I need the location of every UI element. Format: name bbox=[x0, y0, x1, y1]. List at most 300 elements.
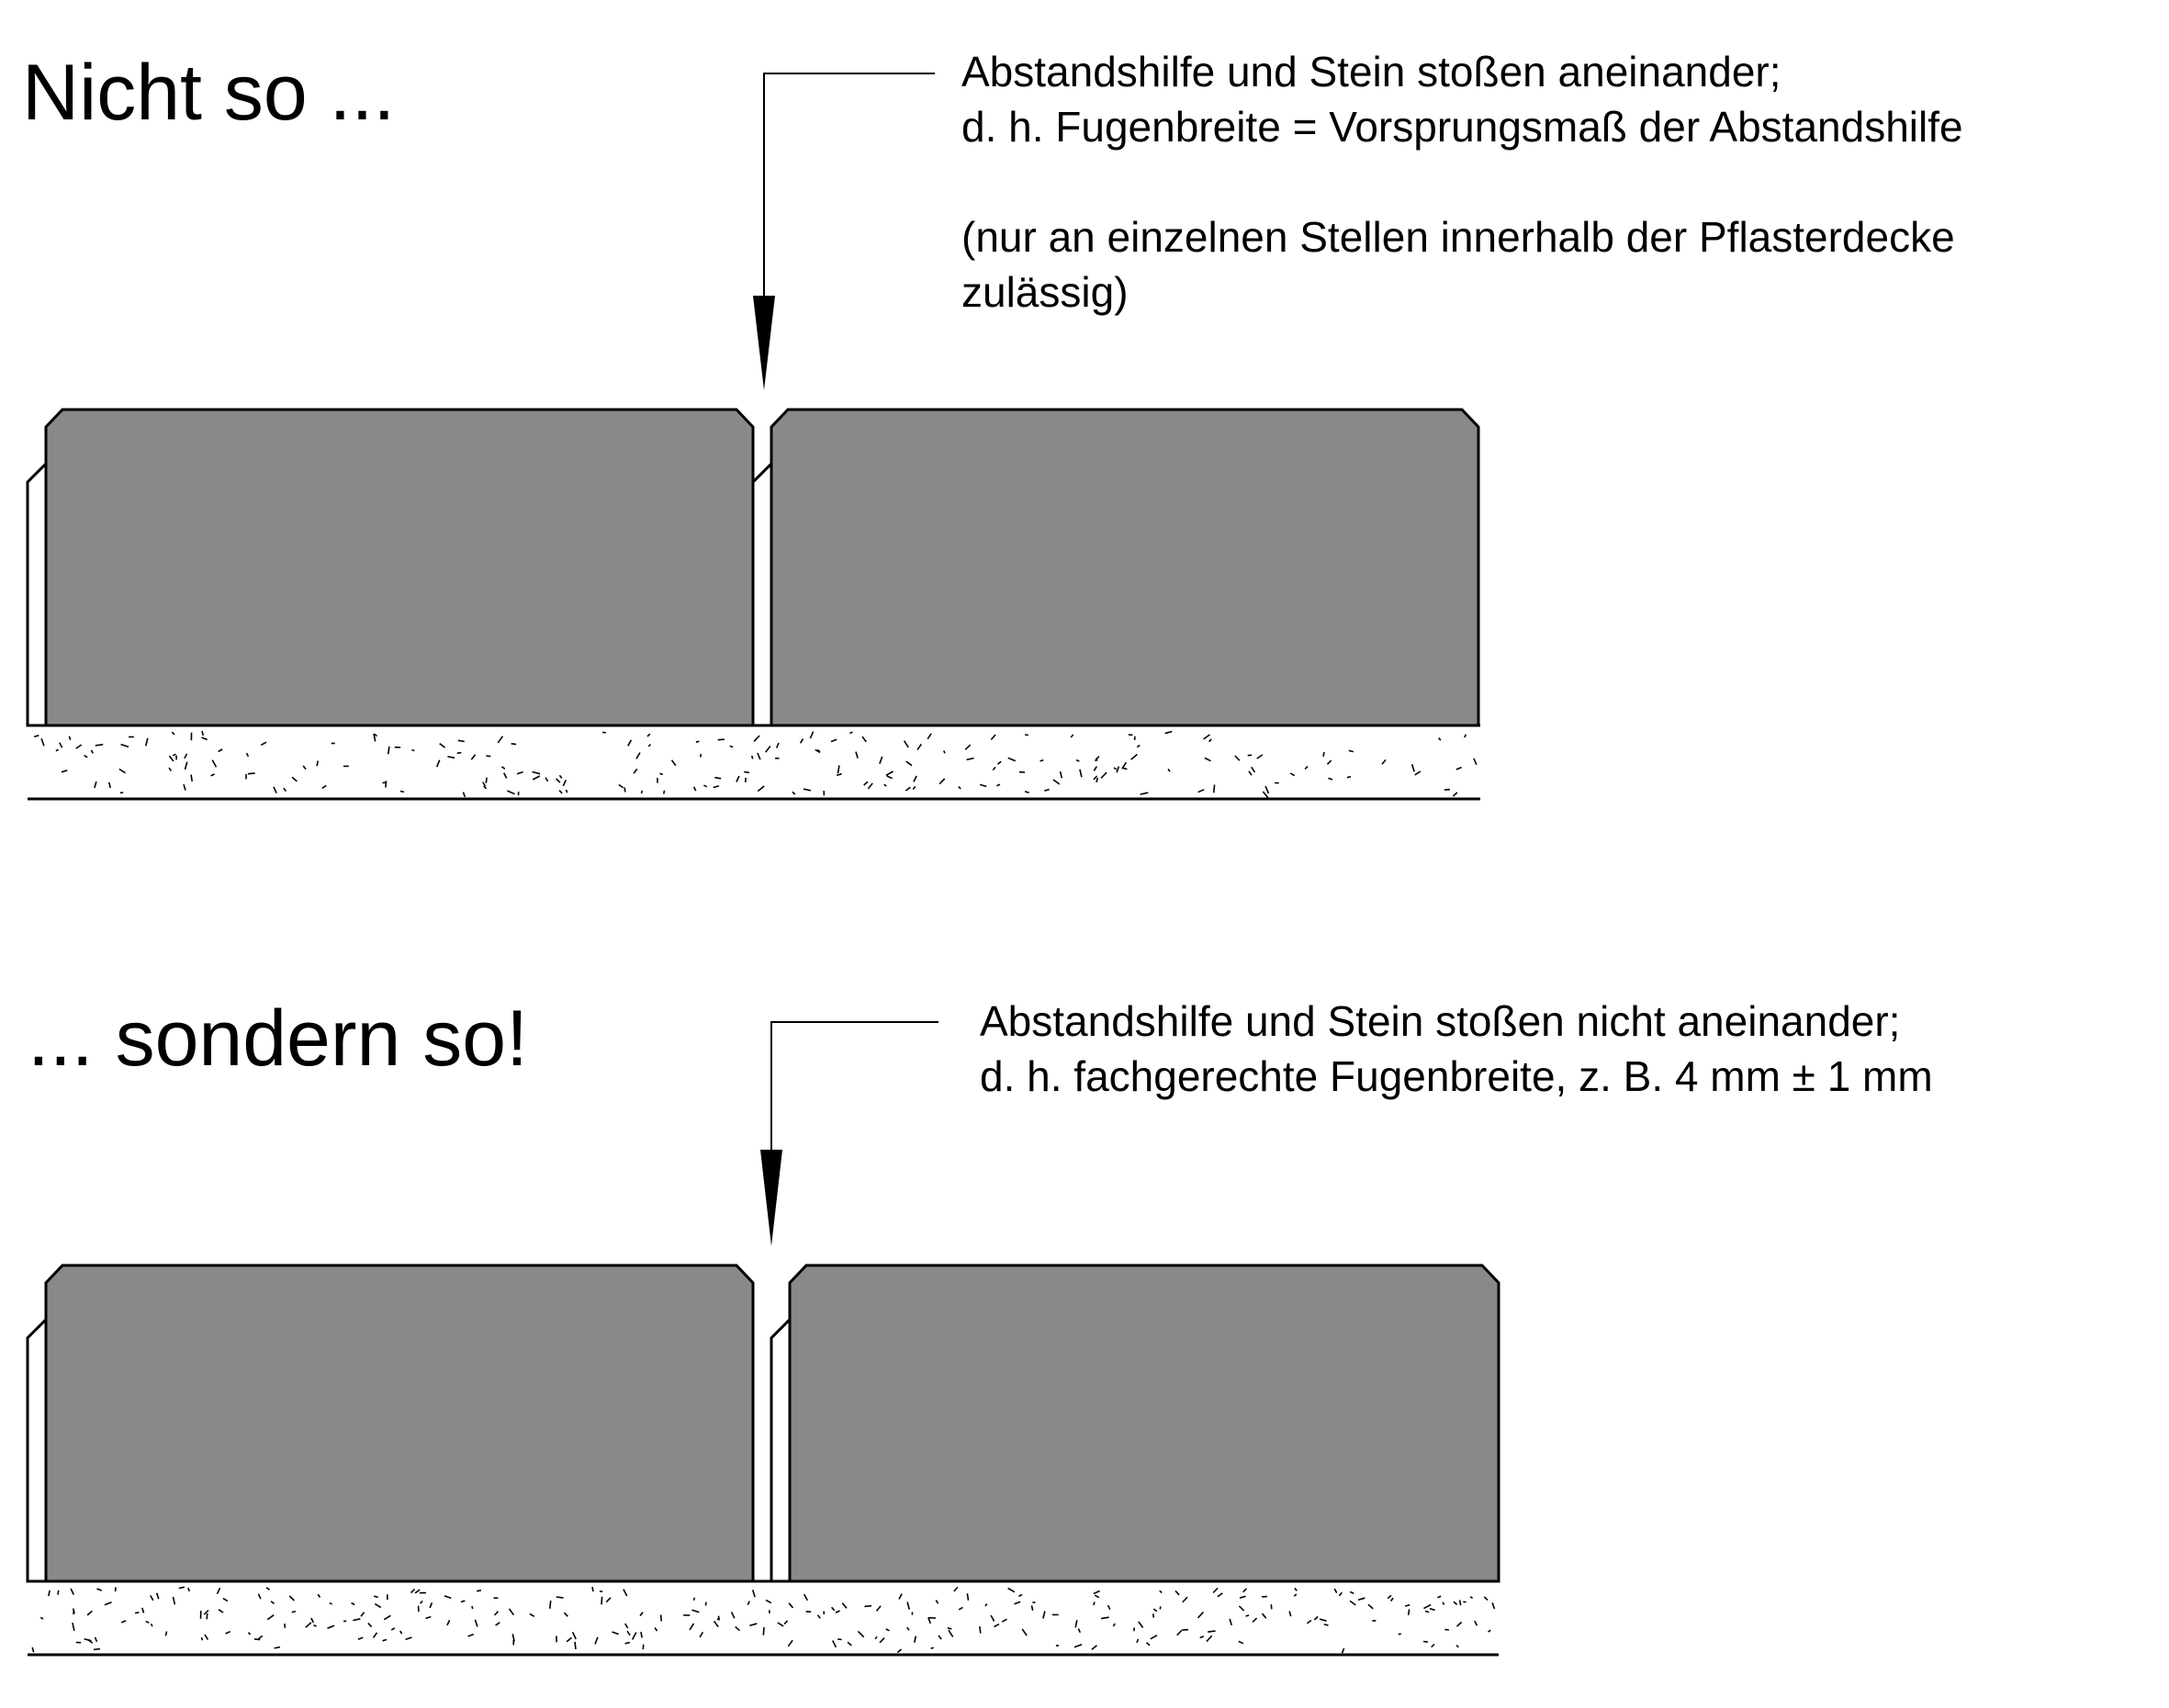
sand-grain bbox=[266, 1588, 270, 1590]
sand-grain bbox=[641, 1632, 642, 1637]
bottom-left-stone-spacer bbox=[28, 1320, 46, 1581]
sand-grain bbox=[440, 744, 445, 747]
sand-grain bbox=[463, 792, 465, 797]
sand-grain bbox=[1382, 759, 1386, 764]
sand-grain bbox=[179, 1587, 185, 1588]
sand-grain bbox=[936, 1601, 938, 1604]
sand-grain bbox=[732, 1612, 735, 1619]
sand-grain bbox=[1153, 1609, 1157, 1612]
sand-grain bbox=[915, 1636, 916, 1643]
sand-grain bbox=[1061, 771, 1062, 778]
sand-grain bbox=[612, 1632, 619, 1635]
sand-grain bbox=[1094, 776, 1097, 780]
sand-grain bbox=[784, 1621, 787, 1624]
sand-grain bbox=[121, 1621, 126, 1623]
sand-grain bbox=[374, 1596, 378, 1597]
sand-grain bbox=[1492, 1602, 1494, 1609]
sand-grain bbox=[388, 747, 389, 754]
sand-grain bbox=[856, 752, 858, 758]
sand-grain bbox=[949, 1630, 953, 1636]
sand-grain bbox=[352, 1603, 355, 1605]
sand-grain bbox=[877, 1606, 882, 1612]
sand-grain bbox=[504, 773, 507, 779]
sand-grain bbox=[887, 776, 893, 779]
sand-grain bbox=[185, 762, 187, 770]
sand-grain bbox=[289, 1596, 294, 1601]
sand-grain bbox=[1235, 756, 1240, 760]
sand-grain bbox=[1101, 1617, 1109, 1618]
sand-grain bbox=[384, 1615, 390, 1619]
sand-grain bbox=[939, 779, 945, 784]
sand-grain bbox=[1456, 1623, 1461, 1627]
sand-grain bbox=[421, 1601, 422, 1603]
sand-grain bbox=[267, 1615, 274, 1620]
sand-grain bbox=[693, 1598, 694, 1601]
sand-grain bbox=[1460, 1600, 1461, 1605]
sand-grain bbox=[447, 757, 455, 758]
sand-grain bbox=[832, 1607, 835, 1611]
sand-grain bbox=[1349, 750, 1354, 751]
sand-grain bbox=[868, 783, 872, 789]
sand-grain bbox=[965, 745, 971, 749]
sand-grain bbox=[1198, 1612, 1204, 1618]
sand-grain bbox=[563, 780, 566, 786]
sand-grain bbox=[40, 1617, 43, 1619]
sand-grain bbox=[1177, 1630, 1182, 1635]
sand-grain bbox=[314, 1625, 317, 1626]
sand-grain bbox=[664, 791, 665, 794]
sand-grain bbox=[1094, 767, 1096, 771]
sand-grain bbox=[703, 785, 706, 787]
sand-grain bbox=[274, 787, 276, 793]
sand-grain bbox=[1320, 1619, 1327, 1621]
sand-grain bbox=[1022, 1629, 1027, 1635]
bottom-right-stone bbox=[790, 1265, 1499, 1581]
sand-grain bbox=[628, 740, 632, 747]
sand-grain bbox=[907, 1627, 909, 1630]
sand-grain bbox=[642, 791, 643, 793]
sand-grain bbox=[837, 1639, 841, 1640]
sand-grain bbox=[1040, 760, 1044, 761]
sand-grain bbox=[545, 778, 547, 781]
sand-grain bbox=[944, 750, 945, 753]
sand-grain bbox=[714, 786, 719, 788]
sand-grain bbox=[804, 789, 811, 791]
sand-grain bbox=[1108, 1605, 1110, 1610]
sand-grain bbox=[842, 1603, 847, 1609]
sand-grain bbox=[1123, 769, 1127, 770]
sand-grain bbox=[530, 1614, 534, 1617]
sand-grain bbox=[96, 745, 103, 746]
sand-grain bbox=[1165, 732, 1173, 734]
top-arrowhead bbox=[753, 296, 775, 390]
sand-grain bbox=[980, 1626, 981, 1633]
sand-grain bbox=[1147, 1643, 1151, 1646]
sand-grain bbox=[758, 786, 764, 792]
sand-grain bbox=[1249, 771, 1252, 775]
sand-grain bbox=[1295, 1589, 1298, 1591]
sand-grain bbox=[1438, 1596, 1442, 1598]
callout-line: Abstandshilfe und Stein stoßen aneinander; bbox=[961, 48, 1781, 96]
sand-grain bbox=[322, 786, 327, 789]
sand-grain bbox=[564, 1612, 568, 1616]
sand-grain bbox=[996, 784, 1000, 785]
sand-grain bbox=[477, 1590, 481, 1591]
sand-grain bbox=[41, 738, 44, 746]
sand-grain bbox=[1131, 755, 1138, 760]
sand-grain bbox=[810, 732, 813, 738]
sand-grain bbox=[303, 766, 306, 770]
sand-grain bbox=[691, 1610, 699, 1612]
sand-grain bbox=[509, 1609, 513, 1615]
sand-grain bbox=[818, 1615, 821, 1618]
sand-grain bbox=[495, 1612, 499, 1615]
sand-grain bbox=[1240, 1596, 1246, 1598]
sand-grain bbox=[1334, 1589, 1337, 1592]
sand-grain bbox=[837, 766, 839, 774]
sand-grain bbox=[76, 745, 82, 748]
sand-grain bbox=[1137, 746, 1140, 747]
sand-grain bbox=[1246, 1615, 1250, 1616]
sand-grain bbox=[1096, 778, 1097, 782]
sand-grain bbox=[636, 753, 640, 759]
sand-grain bbox=[967, 758, 974, 760]
sand-grain bbox=[1044, 790, 1049, 792]
sand-grain bbox=[749, 1624, 757, 1625]
sand-grain bbox=[758, 753, 760, 759]
sand-grain bbox=[1439, 738, 1441, 741]
sand-grain bbox=[146, 738, 148, 747]
sand-grain bbox=[1423, 1605, 1431, 1609]
sand-grain bbox=[468, 1635, 474, 1636]
sand-grain bbox=[188, 1588, 190, 1591]
sand-grain bbox=[1475, 1621, 1478, 1625]
sand-grain bbox=[96, 1637, 97, 1642]
sand-grain bbox=[1018, 1595, 1022, 1597]
sand-grain bbox=[985, 1604, 987, 1607]
sand-grain bbox=[202, 731, 203, 736]
sand-grain bbox=[151, 1596, 153, 1601]
sand-grain bbox=[386, 781, 387, 787]
sand-grain bbox=[884, 784, 887, 786]
sand-grain bbox=[483, 782, 486, 787]
sand-grain bbox=[58, 1590, 59, 1595]
sand-grain bbox=[1415, 771, 1421, 775]
sand-grain bbox=[778, 1623, 783, 1626]
sand-grain bbox=[284, 788, 287, 792]
sand-grain bbox=[1314, 1617, 1318, 1621]
sand-grain bbox=[426, 1617, 432, 1619]
top-left-stone bbox=[46, 410, 753, 725]
sand-grain bbox=[1388, 1595, 1391, 1598]
correct-example-heading: ... sondern so! bbox=[28, 994, 528, 1083]
sand-grain bbox=[789, 1603, 792, 1608]
callout-line: Abstandshilfe und Stein stoßen nicht aneinander; bbox=[980, 997, 1901, 1045]
sand-grain bbox=[804, 1594, 808, 1601]
sand-grain bbox=[747, 1601, 749, 1605]
sand-grain bbox=[556, 1597, 564, 1598]
sand-grain bbox=[1243, 1589, 1247, 1592]
sand-grain bbox=[754, 736, 759, 741]
sand-grain bbox=[1432, 1645, 1434, 1647]
sand-grain bbox=[634, 769, 637, 773]
top-right-stone-spacer bbox=[753, 464, 771, 725]
sand-grain bbox=[507, 791, 514, 794]
sand-grain bbox=[219, 749, 223, 752]
sand-grain bbox=[406, 1637, 412, 1639]
sand-grain bbox=[659, 773, 663, 774]
sand-grain bbox=[836, 1611, 840, 1612]
sand-grain bbox=[997, 761, 1001, 764]
top-bedding-layer bbox=[28, 725, 1480, 799]
sand-grain bbox=[1076, 760, 1079, 761]
sand-grain bbox=[1368, 1604, 1373, 1609]
sand-grain bbox=[1465, 735, 1467, 737]
sand-grain bbox=[1347, 777, 1351, 778]
sand-grain bbox=[191, 775, 192, 781]
sand-grain bbox=[261, 742, 266, 745]
bottom-left-stone bbox=[46, 1265, 753, 1581]
sand-grain bbox=[906, 761, 912, 766]
sand-grain bbox=[1474, 758, 1477, 765]
sand-grain bbox=[1160, 1606, 1161, 1609]
sand-grain bbox=[49, 1590, 50, 1596]
sand-grain bbox=[249, 1633, 251, 1635]
sand-grain bbox=[928, 1618, 930, 1624]
sand-grain bbox=[573, 1632, 577, 1639]
sand-grain bbox=[736, 1627, 740, 1631]
sand-grain bbox=[788, 1640, 792, 1646]
sand-grain bbox=[1078, 1629, 1080, 1633]
sand-grain bbox=[602, 732, 606, 733]
sand-grain bbox=[1409, 1610, 1410, 1615]
sand-grain bbox=[285, 1624, 286, 1628]
sand-grain bbox=[146, 1622, 150, 1624]
sand-grain bbox=[119, 770, 126, 773]
sand-grain bbox=[1456, 1646, 1458, 1647]
sand-grain bbox=[606, 1598, 611, 1602]
sand-grain bbox=[169, 756, 173, 761]
sand-grain bbox=[105, 1602, 112, 1605]
sand-grain bbox=[247, 753, 249, 757]
sand-grain bbox=[640, 1612, 643, 1616]
sand-grain bbox=[1290, 773, 1294, 776]
sand-grain bbox=[559, 775, 561, 778]
sand-grain bbox=[174, 1597, 175, 1604]
sand-grain bbox=[559, 791, 562, 793]
sand-grain bbox=[1025, 735, 1028, 736]
sand-grain bbox=[165, 1632, 166, 1636]
sand-grain bbox=[533, 772, 541, 774]
sand-grain bbox=[967, 1593, 968, 1601]
sand-grain bbox=[1075, 1620, 1077, 1627]
sand-grain bbox=[1343, 1648, 1344, 1653]
sand-grain bbox=[1323, 752, 1324, 757]
sand-grain bbox=[931, 1647, 934, 1648]
sand-grain bbox=[96, 1589, 101, 1590]
sand-grain bbox=[1470, 1597, 1473, 1599]
sand-grain bbox=[34, 736, 39, 737]
sand-grain bbox=[172, 732, 174, 735]
sand-grain bbox=[898, 1649, 902, 1653]
sand-grain bbox=[1265, 786, 1269, 793]
sand-grain bbox=[550, 1601, 551, 1609]
sand-grain bbox=[1141, 792, 1149, 794]
sand-grain bbox=[714, 778, 721, 779]
sand-grain bbox=[905, 741, 909, 747]
correct-joint-section bbox=[28, 1022, 1499, 1655]
sand-grain bbox=[1200, 1636, 1204, 1638]
sand-grain bbox=[792, 792, 795, 794]
sand-grain bbox=[864, 781, 868, 785]
sand-grain bbox=[1489, 1630, 1491, 1632]
sand-grain bbox=[1139, 1622, 1143, 1628]
sand-grain bbox=[205, 1635, 208, 1640]
sand-grain bbox=[1239, 1641, 1243, 1643]
sand-grain bbox=[95, 781, 96, 788]
sand-grain bbox=[471, 755, 475, 759]
sand-grain bbox=[1218, 1593, 1222, 1597]
sand-grain bbox=[705, 1602, 706, 1606]
sand-grain bbox=[914, 776, 916, 781]
sand-grain bbox=[496, 1623, 500, 1625]
sand-grain bbox=[1294, 1594, 1297, 1596]
bottom-bedding-speckle bbox=[32, 1587, 1494, 1653]
sand-grain bbox=[831, 739, 837, 741]
sand-grain bbox=[501, 767, 504, 769]
sand-grain bbox=[169, 768, 171, 771]
sand-grain bbox=[511, 744, 517, 745]
sand-grain bbox=[1230, 1619, 1231, 1625]
sand-grain bbox=[353, 1619, 360, 1621]
sand-grain bbox=[32, 1647, 34, 1652]
sand-grain bbox=[1208, 1631, 1215, 1632]
sand-grain bbox=[833, 1641, 837, 1647]
sand-grain bbox=[1213, 1588, 1218, 1592]
sand-grain bbox=[1074, 1645, 1082, 1647]
sand-grain bbox=[1032, 1605, 1033, 1611]
sand-grain bbox=[361, 1612, 365, 1616]
sand-grain bbox=[498, 736, 502, 743]
sand-grain bbox=[185, 754, 187, 758]
sand-grain bbox=[73, 1623, 74, 1631]
sand-grain bbox=[1399, 1634, 1401, 1635]
sand-grain bbox=[533, 776, 540, 780]
sand-grain bbox=[627, 1631, 630, 1635]
sand-grain bbox=[292, 777, 297, 781]
bottom-leader-line bbox=[771, 1022, 938, 1157]
sand-grain bbox=[848, 1642, 851, 1646]
sand-grain bbox=[1350, 1601, 1355, 1605]
sand-grain bbox=[201, 1637, 202, 1640]
sand-grain bbox=[619, 785, 624, 788]
sand-grain bbox=[624, 1590, 627, 1596]
sand-grain bbox=[1008, 758, 1016, 760]
sand-grain bbox=[913, 786, 916, 789]
sand-grain bbox=[1168, 770, 1170, 772]
sand-grain bbox=[444, 1596, 451, 1599]
sand-grain bbox=[1305, 767, 1308, 770]
wrong-example-callout bbox=[961, 44, 1963, 320]
sand-grain bbox=[880, 757, 882, 764]
sand-grain bbox=[1071, 735, 1073, 737]
sand-grain bbox=[1454, 792, 1457, 796]
sand-grain bbox=[575, 1642, 576, 1649]
sand-grain bbox=[849, 732, 852, 733]
sand-grain bbox=[226, 1632, 230, 1634]
sand-grain bbox=[1289, 1611, 1290, 1616]
sand-grain bbox=[184, 784, 185, 791]
sand-grain bbox=[219, 1610, 223, 1612]
sand-grain bbox=[486, 756, 490, 757]
sand-grain bbox=[1307, 1621, 1311, 1624]
sand-grain bbox=[886, 1629, 890, 1631]
sand-grain bbox=[995, 1624, 1000, 1627]
sand-grain bbox=[875, 1636, 877, 1638]
sand-grain bbox=[1151, 1635, 1157, 1639]
sand-grain bbox=[218, 1588, 220, 1593]
sand-grain bbox=[954, 1587, 958, 1591]
sand-grain bbox=[1253, 1618, 1257, 1622]
top-right-stone bbox=[771, 410, 1478, 725]
callout-line: d. h. Fugenbreite = Vorsprungsmaß der Abstandshilfe bbox=[961, 103, 1963, 151]
sand-grain bbox=[1350, 1592, 1354, 1594]
top-left-stone-spacer bbox=[28, 464, 46, 725]
sand-grain bbox=[1339, 1592, 1342, 1596]
sand-grain bbox=[87, 1611, 92, 1615]
sand-grain bbox=[980, 784, 986, 786]
sand-grain bbox=[1137, 1639, 1139, 1643]
sand-grain bbox=[567, 1637, 572, 1641]
sand-grain bbox=[917, 744, 921, 749]
sand-grain bbox=[121, 745, 129, 747]
sand-grain bbox=[207, 1613, 208, 1619]
sand-grain bbox=[173, 754, 175, 756]
sand-grain bbox=[447, 1620, 450, 1625]
sand-grain bbox=[1114, 768, 1117, 770]
bottom-arrowhead bbox=[760, 1150, 782, 1246]
sand-grain bbox=[1094, 1602, 1095, 1606]
sand-grain bbox=[1328, 778, 1332, 780]
sand-grain bbox=[1454, 1601, 1457, 1604]
sand-grain bbox=[1358, 1598, 1365, 1600]
sand-grain bbox=[718, 739, 725, 740]
sand-grain bbox=[1444, 790, 1450, 791]
sand-grain bbox=[714, 1621, 719, 1626]
sand-grain bbox=[1327, 760, 1331, 764]
sand-grain bbox=[938, 1635, 941, 1639]
sand-grain bbox=[317, 761, 318, 767]
sand-grain bbox=[259, 1635, 263, 1638]
note-line: (nur an einzelnen Stellen innerhalb der Pflasterdecke bbox=[961, 213, 1955, 261]
sand-grain bbox=[907, 1602, 909, 1610]
sand-grain bbox=[625, 1624, 628, 1628]
sand-grain bbox=[1257, 755, 1263, 758]
sand-grain bbox=[655, 1627, 657, 1631]
sand-grain bbox=[258, 1594, 261, 1600]
sand-grain bbox=[62, 770, 67, 772]
sand-grain bbox=[959, 787, 961, 790]
sand-grain bbox=[142, 1608, 144, 1613]
sand-grain bbox=[625, 1643, 630, 1644]
bottom-bedding-layer bbox=[28, 1581, 1499, 1655]
sand-grain bbox=[211, 774, 215, 776]
sand-grain bbox=[84, 756, 88, 758]
sand-grain bbox=[905, 787, 910, 791]
sand-grain bbox=[763, 1627, 764, 1635]
sand-grain bbox=[411, 750, 414, 751]
top-bedding-speckle bbox=[34, 731, 1477, 798]
